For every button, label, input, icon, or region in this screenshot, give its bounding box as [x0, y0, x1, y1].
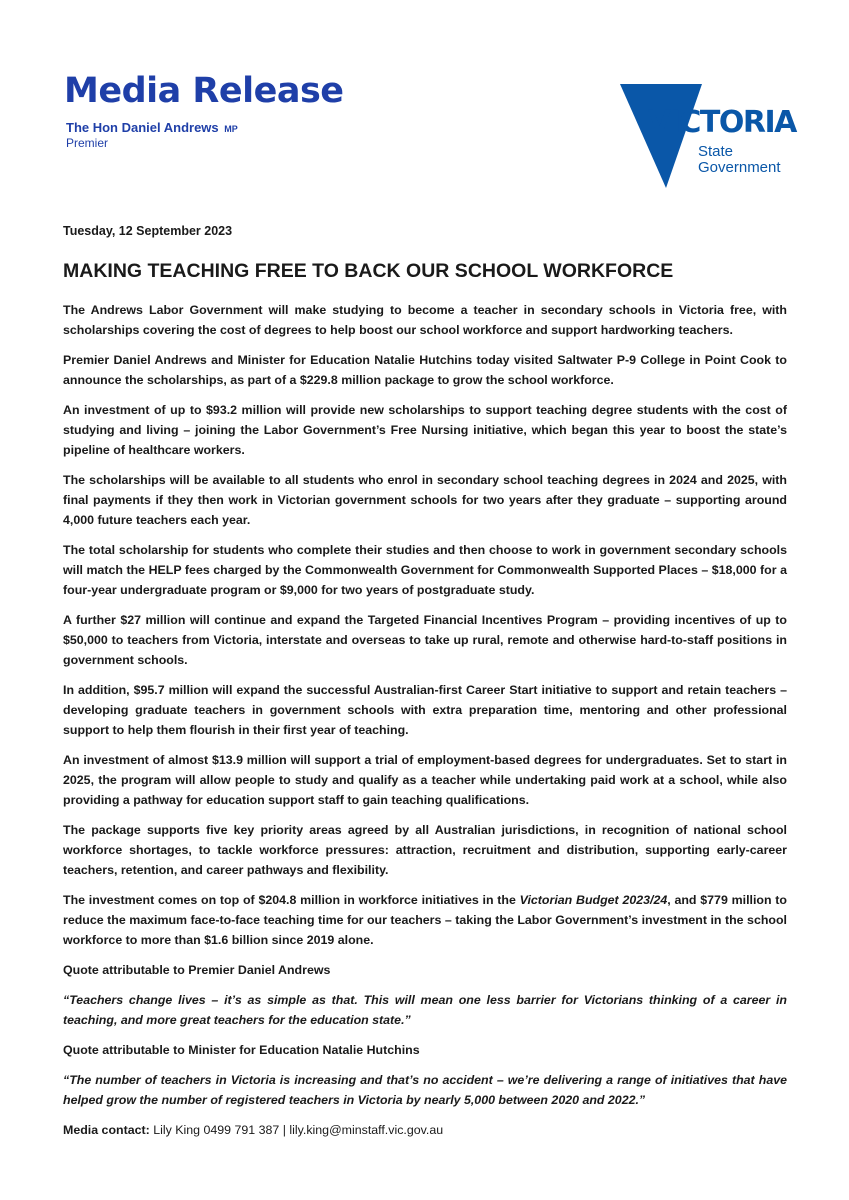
budget-title: Victorian Budget 2023/24: [519, 893, 668, 907]
minister-name-text: The Hon Daniel Andrews: [66, 120, 219, 135]
release-date: Tuesday, 12 September 2023: [63, 224, 233, 238]
quote-heading-premier: Quote attributable to Premier Daniel Andrews: [63, 963, 331, 977]
body-paragraph: In addition, $95.7 million will expand the successful Australian-first Career Start initiative to support and retain teachers – developing graduate teachers in government schools with extra preparation time, mentoring and other professional support to help them flourish in their first year of teaching.: [63, 683, 787, 737]
investment-text-after: , and $779 million to reduce the maximum face-to-face teaching time for our teachers – taking the Labor Government’s investment in the school workforce to more than $1.6 billion since 2019 alone.: [63, 893, 788, 947]
body-paragraph: The package supports five key priority areas agreed by all Australian jurisdictions, in recognition of national school workforce shortages, to tackle workforce pressures: attraction, recruitment and distribution, supporting early-career teachers, retention, and career pathways and flexibility.: [63, 823, 787, 877]
victoria-state-government-logo: [620, 84, 800, 188]
minister-name: [66, 121, 238, 134]
logo-wordmark: VICTORIA: [648, 105, 796, 140]
post-nominal: MP: [224, 124, 238, 134]
logo-line-government: Government: [698, 159, 781, 176]
quote-heading-minister: Quote attributable to Minister for Education Natalie Hutchins: [63, 1043, 420, 1057]
release-body: [63, 300, 787, 1140]
quote-premier: “Teachers change lives – it’s as simple as that. This will mean one less barrier for Victorians thinking of a career in teaching, and more great teachers for the education state.”: [63, 993, 787, 1027]
body-paragraph: An investment of almost $13.9 million will support a trial of employment-based degrees for undergraduates. Set to start in 2025, the program will allow people to study and qualify as a teacher while undertaking paid work at a school, while also providing a pathway for education support staff to gain teaching qualifications.: [63, 753, 787, 807]
media-contact: [63, 1120, 787, 1140]
body-paragraph: An investment of up to $93.2 million will provide new scholarships to support teaching degree students with the cost of studying and living – joining the Labor Government’s Free Nursing initiative, which began this year to boost the state’s pipeline of healthcare workers.: [63, 403, 787, 457]
body-paragraph: Premier Daniel Andrews and Minister for Education Natalie Hutchins today visited Saltwater P-9 College in Point Cook to announce the scholarships, as part of a $229.8 million package to grow the school workforce.: [63, 353, 787, 387]
investment-paragraph: [63, 890, 787, 950]
body-paragraph: The scholarships will be available to all students who enrol in secondary school teaching degrees in 2024 and 2025, with final payments if they then work in Victorian government schools for two years after they graduate – supporting around 4,000 future teachers each year.: [63, 473, 787, 527]
logo-line-state: State: [698, 143, 734, 160]
body-paragraph: A further $27 million will continue and expand the Targeted Financial Incentives Program – providing incentives of up to $50,000 to teachers from Victoria, interstate and overseas to take up rural, remote and otherwise hard-to-staff positions in government schools.: [63, 613, 787, 667]
media-release-title: Media Release: [64, 71, 344, 111]
quote-minister: “The number of teachers in Victoria is increasing and that’s no accident – we’re delivering a range of initiatives that have helped grow the number of registered teachers in Victoria by nearly 5,000 between 2020 and 2022.”: [63, 1073, 787, 1107]
media-contact-details: Lily King 0499 791 387 | lily.king@minstaff.vic.gov.au: [149, 1123, 444, 1137]
release-headline: MAKING TEACHING FREE TO BACK OUR SCHOOL WORKFORCE: [63, 260, 674, 282]
minister-role: Premier: [66, 136, 109, 150]
media-contact-label: Media contact:: [63, 1123, 150, 1137]
investment-text-before: The investment comes on top of $204.8 million in workforce initiatives in the: [63, 893, 520, 907]
body-paragraph: The Andrews Labor Government will make studying to become a teacher in secondary schools in Victoria free, with scholarships covering the cost of degrees to help boost our school workforce and support hardworking teachers.: [63, 303, 787, 337]
body-paragraph: The total scholarship for students who complete their studies and then choose to work in government secondary schools will match the HELP fees charged by the Commonwealth Government for Commonwealth Supported Places – $18,000 for a four-year undergraduate program or $9,000 for two years of postgraduate study.: [63, 543, 787, 597]
